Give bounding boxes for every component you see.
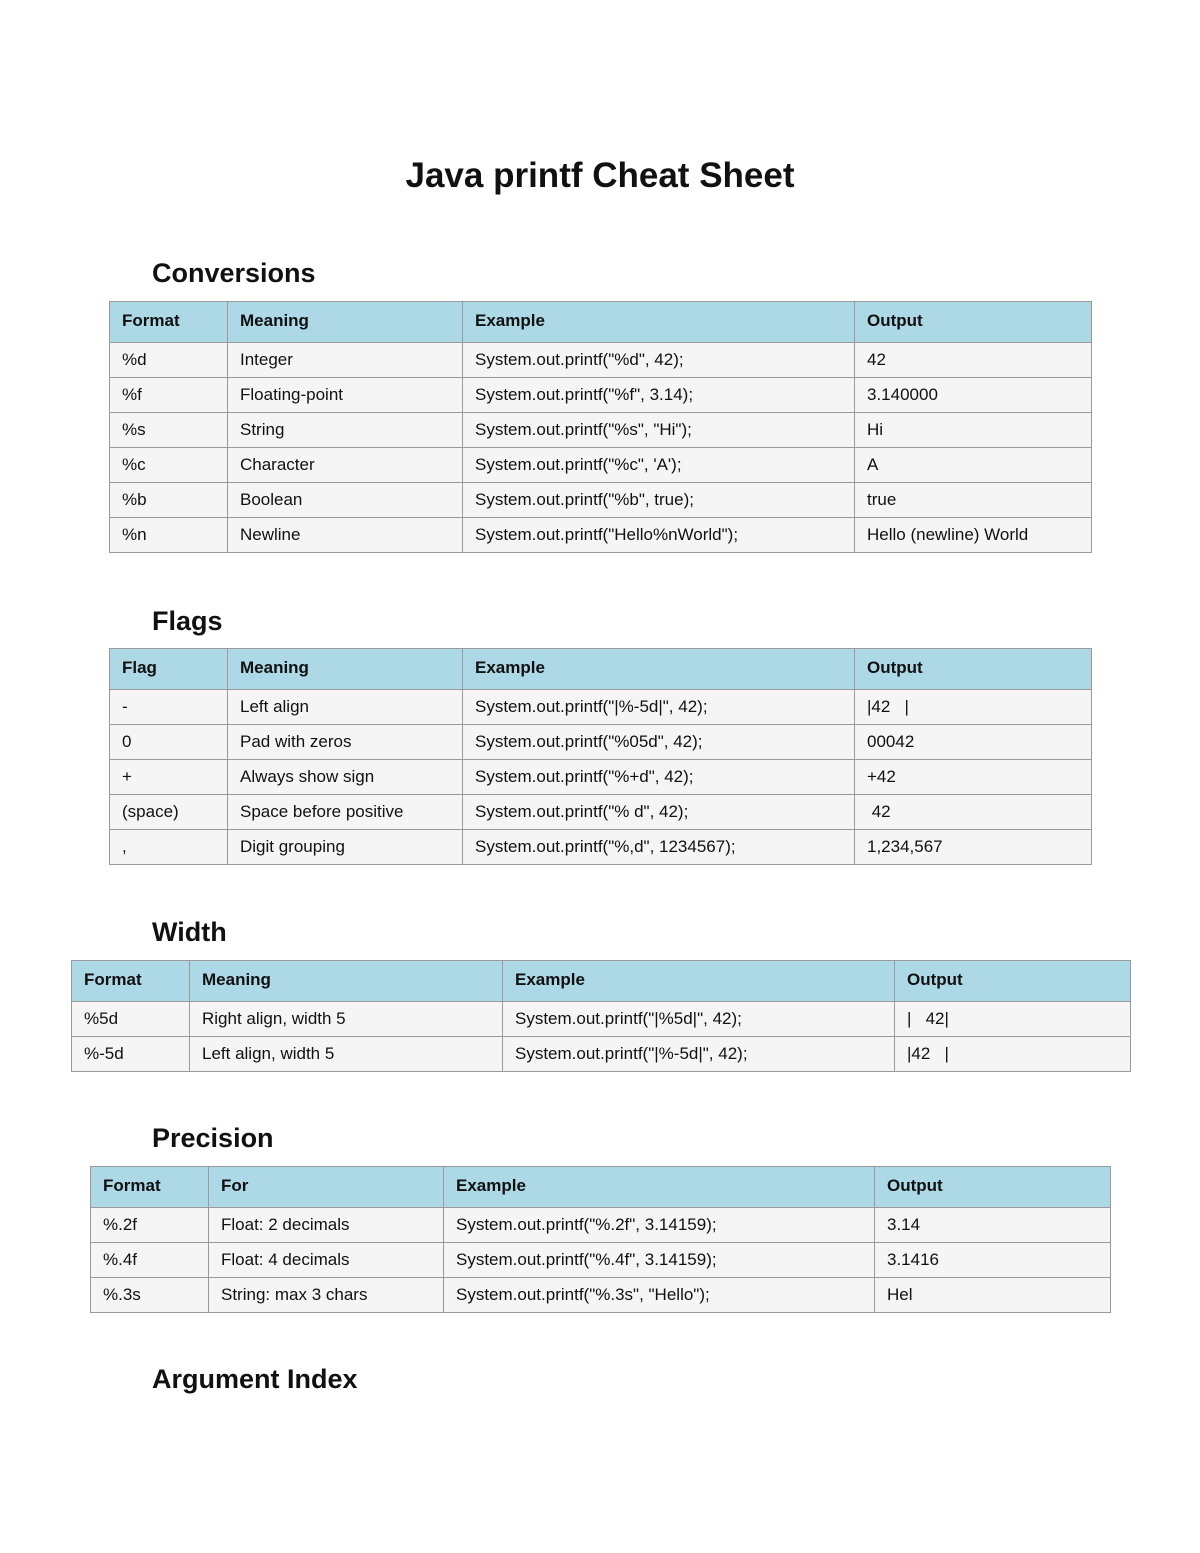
format-cell: %.3s xyxy=(91,1278,209,1313)
flags-table xyxy=(109,648,1092,865)
output-cell: A xyxy=(855,448,1092,483)
format-cell: %.2f xyxy=(91,1208,209,1243)
conversions-heading: Conversions xyxy=(152,258,316,288)
column-header: Output xyxy=(855,649,1092,690)
output-cell: | 42| xyxy=(895,1002,1131,1037)
column-header: Meaning xyxy=(228,302,463,343)
table-row xyxy=(110,830,1092,865)
width-heading: Width xyxy=(152,917,227,947)
meaning-cell: Integer xyxy=(228,343,463,378)
meaning-cell: Newline xyxy=(228,518,463,553)
example-cell: System.out.printf("%b", true); xyxy=(463,483,855,518)
flag-cell: 0 xyxy=(110,725,228,760)
meaning-cell: Always show sign xyxy=(228,760,463,795)
format-cell: %.4f xyxy=(91,1243,209,1278)
format-cell: %5d xyxy=(72,1002,190,1037)
output-cell: +42 xyxy=(855,760,1092,795)
for-cell: Float: 2 decimals xyxy=(209,1208,444,1243)
table-row xyxy=(110,483,1092,518)
precision-table xyxy=(90,1166,1111,1313)
table-header-row xyxy=(91,1167,1111,1208)
table-row xyxy=(72,1002,1131,1037)
output-cell: 42 xyxy=(855,795,1092,830)
column-header: Example xyxy=(444,1167,875,1208)
conversions-table xyxy=(109,301,1092,553)
column-header: Example xyxy=(503,961,895,1002)
format-cell: %d xyxy=(110,343,228,378)
format-cell: %n xyxy=(110,518,228,553)
meaning-cell: Left align xyxy=(228,690,463,725)
output-cell: |42 | xyxy=(855,690,1092,725)
format-cell: %f xyxy=(110,378,228,413)
for-cell: String: max 3 chars xyxy=(209,1278,444,1313)
precision-heading: Precision xyxy=(152,1123,274,1153)
table-header-row xyxy=(110,302,1092,343)
format-cell: %-5d xyxy=(72,1037,190,1072)
table-row xyxy=(110,413,1092,448)
example-cell: System.out.printf("% d", 42); xyxy=(463,795,855,830)
meaning-cell: Character xyxy=(228,448,463,483)
table-row xyxy=(91,1208,1111,1243)
example-cell: System.out.printf("%,d", 1234567); xyxy=(463,830,855,865)
example-cell: System.out.printf("|%5d|", 42); xyxy=(503,1002,895,1037)
output-cell: 1,234,567 xyxy=(855,830,1092,865)
table-row xyxy=(72,1037,1131,1072)
format-cell: %s xyxy=(110,413,228,448)
table-row xyxy=(91,1278,1111,1313)
example-cell: System.out.printf("|%-5d|", 42); xyxy=(463,690,855,725)
column-header: Format xyxy=(72,961,190,1002)
meaning-cell: Right align, width 5 xyxy=(190,1002,503,1037)
meaning-cell: Floating-point xyxy=(228,378,463,413)
example-cell: System.out.printf("%05d", 42); xyxy=(463,725,855,760)
example-cell: System.out.printf("%.4f", 3.14159); xyxy=(444,1243,875,1278)
table-row xyxy=(110,448,1092,483)
table-row xyxy=(110,690,1092,725)
table-row xyxy=(110,518,1092,553)
example-cell: System.out.printf("Hello%nWorld"); xyxy=(463,518,855,553)
column-header: Format xyxy=(91,1167,209,1208)
column-header: For xyxy=(209,1167,444,1208)
example-cell: System.out.printf("%.3s", "Hello"); xyxy=(444,1278,875,1313)
column-header: Meaning xyxy=(190,961,503,1002)
output-cell: Hel xyxy=(875,1278,1111,1313)
meaning-cell: Left align, width 5 xyxy=(190,1037,503,1072)
example-cell: System.out.printf("%.2f", 3.14159); xyxy=(444,1208,875,1243)
flags-heading: Flags xyxy=(152,606,223,636)
flag-cell: (space) xyxy=(110,795,228,830)
table-row xyxy=(110,378,1092,413)
flag-cell: - xyxy=(110,690,228,725)
table-row xyxy=(110,795,1092,830)
output-cell: 42 xyxy=(855,343,1092,378)
column-header: Output xyxy=(875,1167,1111,1208)
column-header: Flag xyxy=(110,649,228,690)
column-header: Format xyxy=(110,302,228,343)
table-header-row xyxy=(110,649,1092,690)
example-cell: System.out.printf("%+d", 42); xyxy=(463,760,855,795)
output-cell: Hi xyxy=(855,413,1092,448)
example-cell: System.out.printf("%d", 42); xyxy=(463,343,855,378)
table-header-row xyxy=(72,961,1131,1002)
for-cell: Float: 4 decimals xyxy=(209,1243,444,1278)
table-row xyxy=(110,725,1092,760)
column-header: Meaning xyxy=(228,649,463,690)
flag-cell: , xyxy=(110,830,228,865)
column-header: Output xyxy=(855,302,1092,343)
output-cell: 3.140000 xyxy=(855,378,1092,413)
output-cell: 3.1416 xyxy=(875,1243,1111,1278)
page-title: Java printf Cheat Sheet xyxy=(405,156,795,195)
format-cell: %b xyxy=(110,483,228,518)
column-header: Example xyxy=(463,649,855,690)
meaning-cell: String xyxy=(228,413,463,448)
output-cell: 00042 xyxy=(855,725,1092,760)
meaning-cell: Space before positive xyxy=(228,795,463,830)
meaning-cell: Digit grouping xyxy=(228,830,463,865)
flag-cell: + xyxy=(110,760,228,795)
width-table xyxy=(71,960,1131,1072)
output-cell: true xyxy=(855,483,1092,518)
example-cell: System.out.printf("%c", 'A'); xyxy=(463,448,855,483)
argument-index-heading: Argument Index xyxy=(152,1364,358,1394)
column-header: Output xyxy=(895,961,1131,1002)
table-row xyxy=(91,1243,1111,1278)
output-cell: |42 | xyxy=(895,1037,1131,1072)
example-cell: System.out.printf("%s", "Hi"); xyxy=(463,413,855,448)
meaning-cell: Boolean xyxy=(228,483,463,518)
table-row xyxy=(110,343,1092,378)
output-cell: 3.14 xyxy=(875,1208,1111,1243)
table-row xyxy=(110,760,1092,795)
example-cell: System.out.printf("%f", 3.14); xyxy=(463,378,855,413)
format-cell: %c xyxy=(110,448,228,483)
example-cell: System.out.printf("|%-5d|", 42); xyxy=(503,1037,895,1072)
output-cell: Hello (newline) World xyxy=(855,518,1092,553)
column-header: Example xyxy=(463,302,855,343)
meaning-cell: Pad with zeros xyxy=(228,725,463,760)
